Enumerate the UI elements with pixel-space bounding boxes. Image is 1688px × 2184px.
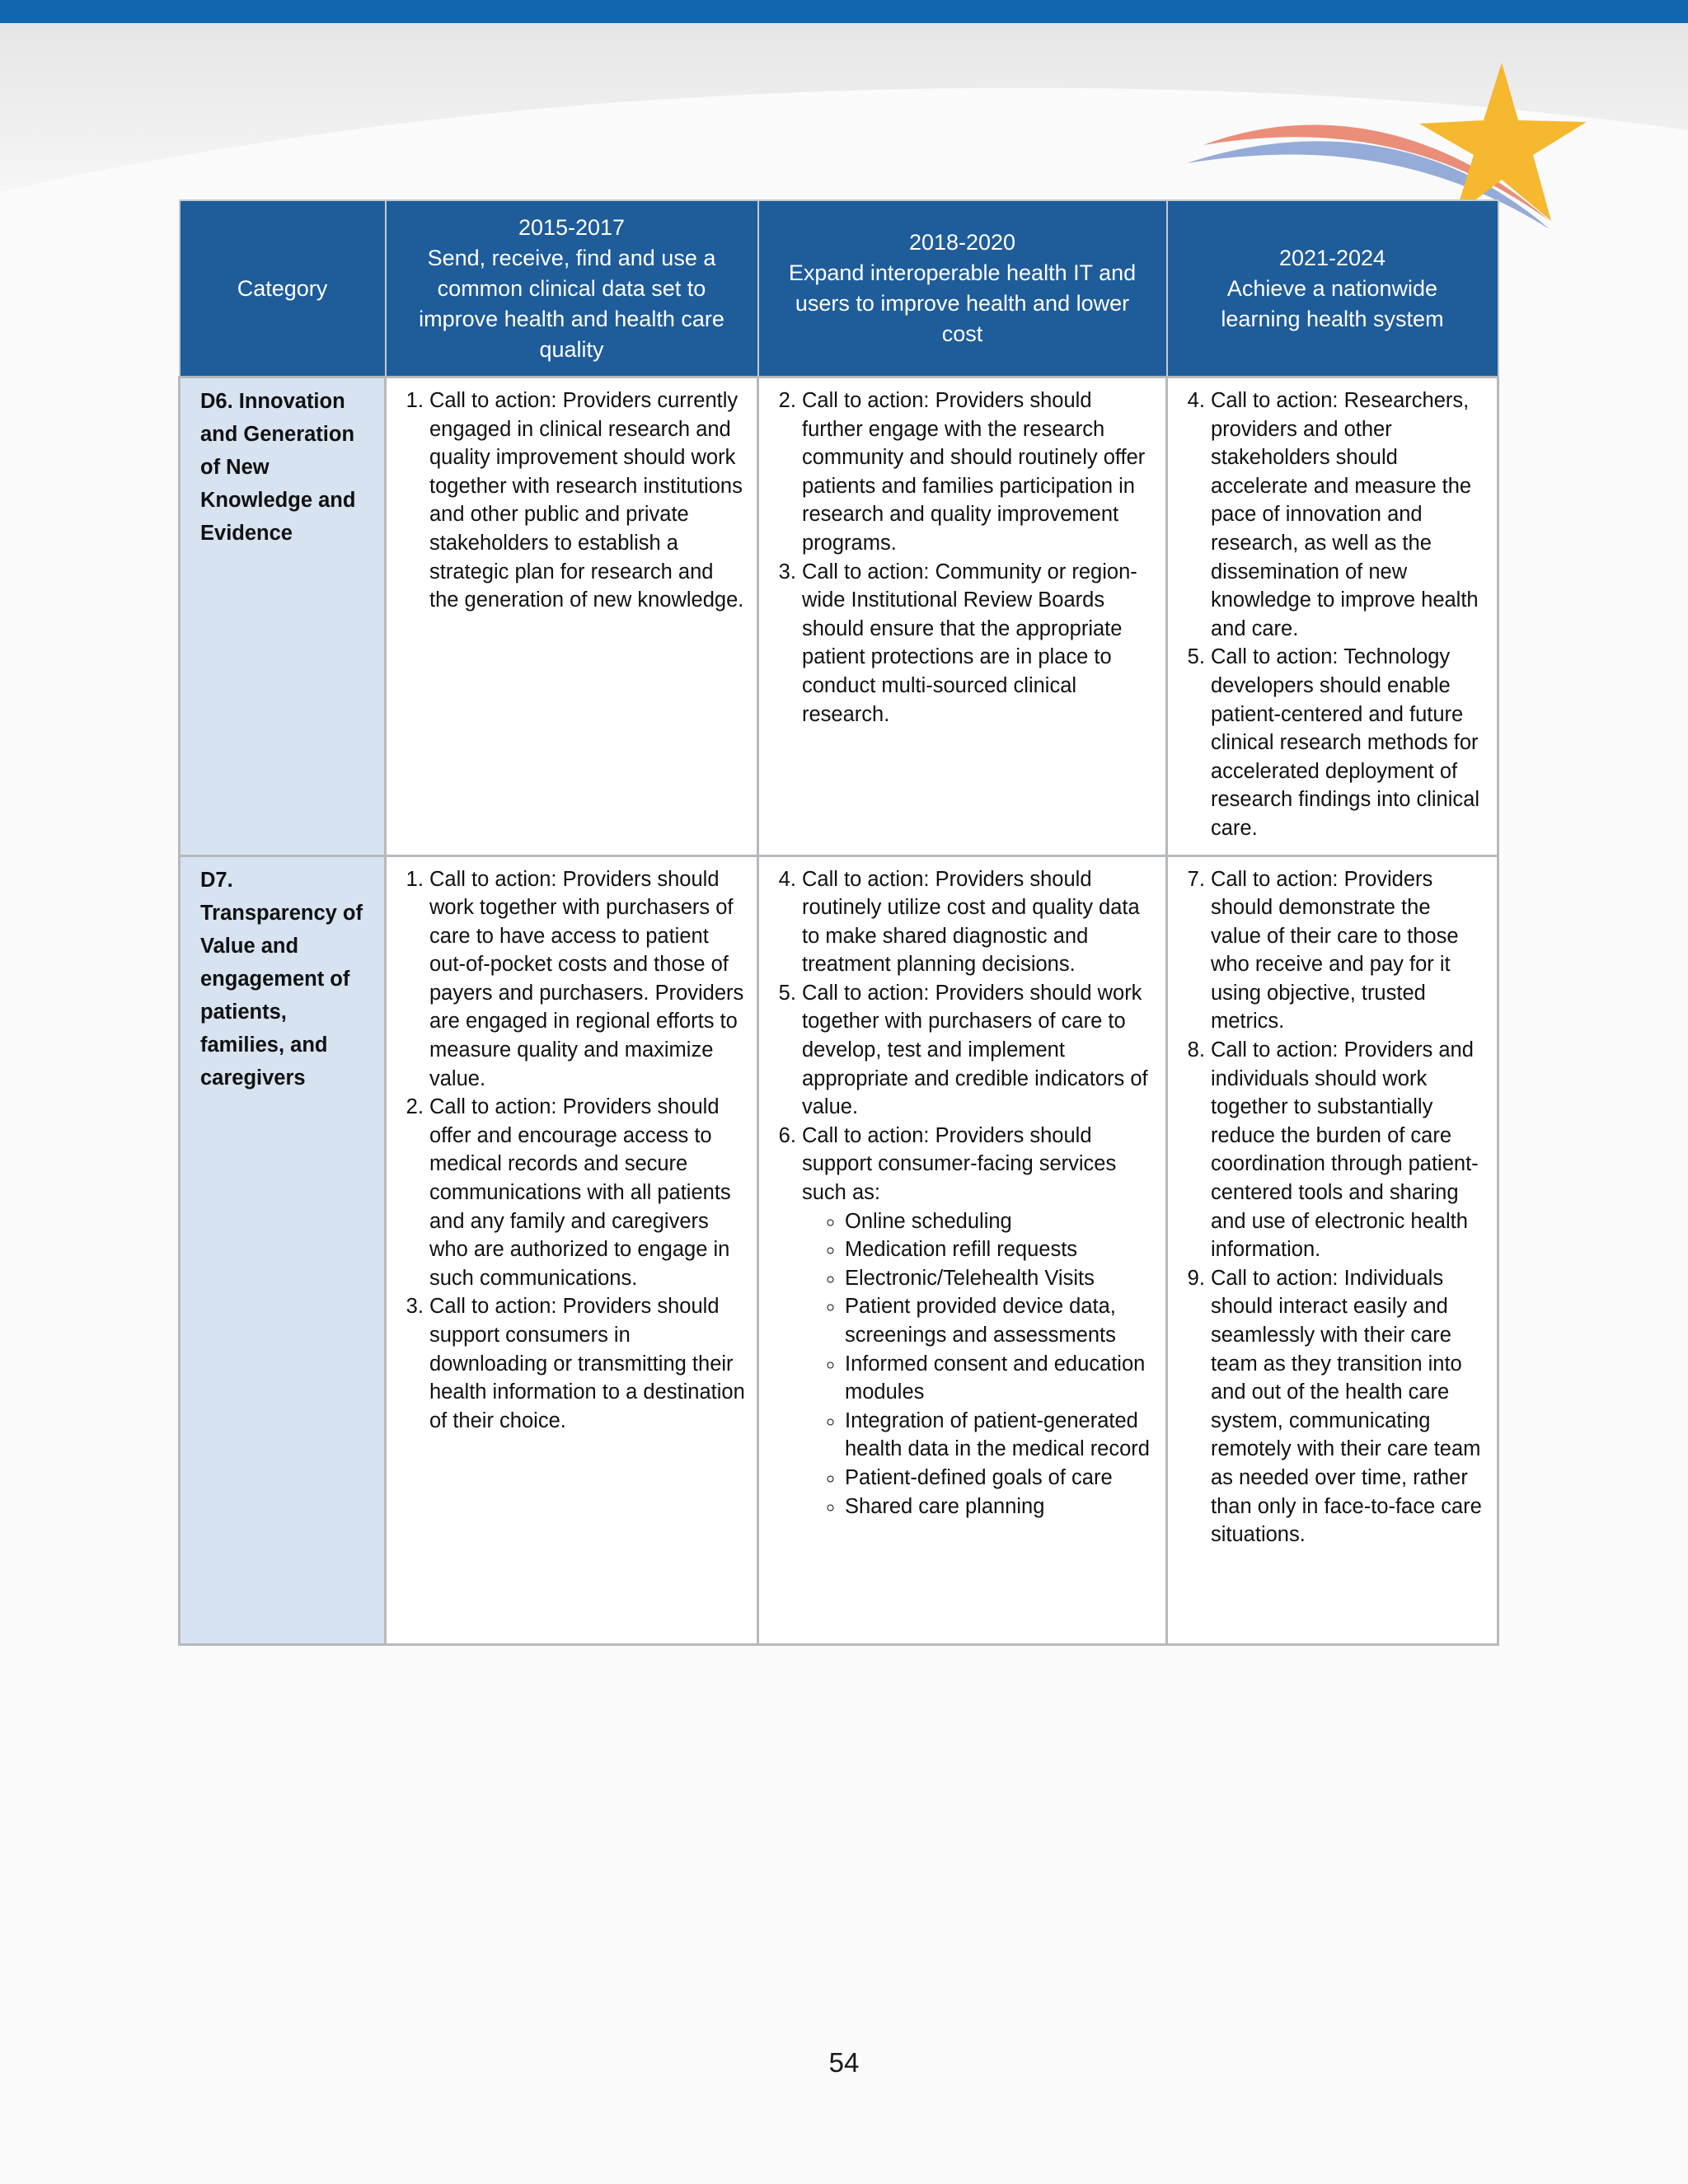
action-list bbox=[393, 865, 745, 1436]
action-item bbox=[802, 387, 1154, 558]
action-cell bbox=[1167, 855, 1498, 1644]
page-number: 54 bbox=[828, 2047, 860, 2078]
action-list bbox=[766, 865, 1154, 1521]
top-banner-bar bbox=[0, 0, 1688, 23]
table-row bbox=[180, 377, 1498, 856]
action-item bbox=[802, 1122, 1154, 1521]
header-title: 2015-2017 bbox=[518, 214, 626, 240]
action-item-text: Call to action: Providers should offer and encourage access to medical records and secure communications with all patients and any family and caregivers who are authorized to engage in such communications. bbox=[429, 1095, 731, 1290]
action-cell bbox=[386, 855, 758, 1644]
action-cell bbox=[386, 377, 758, 856]
service-item: ◦ Shared care planning bbox=[845, 1493, 1154, 1521]
table-header-row bbox=[180, 200, 1498, 377]
action-cell bbox=[758, 855, 1167, 1644]
header-title: Category bbox=[237, 275, 328, 301]
header-title: 2018-2020 bbox=[908, 230, 1016, 255]
service-item: ◦ Integration of patient-generated health data in the medical record bbox=[845, 1407, 1154, 1464]
action-item bbox=[429, 1292, 745, 1435]
header-description: Expand interoperable health IT and users to improve health and lower cost bbox=[788, 260, 1137, 346]
action-item-text: Call to action: Community or region-wide Institutional Review Boards should ensure that the appropriate patient protections are in place to conduct multi-sourced clinical research. bbox=[802, 560, 1137, 726]
action-item-text: Call to action: Providers should demonstrate the value of their care to those who receive and pay for it using objective, trusted metrics. bbox=[1211, 867, 1459, 1033]
header-period-2 bbox=[758, 200, 1167, 377]
action-item-text: Call to action: Providers should further engage with the research community and should routinely offer patients and families participation in research and quality improvement programs. bbox=[802, 389, 1146, 555]
header-title: 2021-2024 bbox=[1278, 245, 1386, 270]
action-item bbox=[802, 865, 1154, 979]
action-item-text: Call to action: Providers and individuals should work together to substantially reduce the burden of care coordination through patient-centered tools and sharing and use of electronic health information. bbox=[1211, 1038, 1479, 1262]
table-row bbox=[180, 855, 1498, 1644]
service-item: ◦ Medication refill requests bbox=[845, 1235, 1154, 1264]
action-cell bbox=[1167, 377, 1498, 856]
action-item-text: Call to action: Providers should support consumers in downloading or transmitting their health information to a destination of their choice. bbox=[429, 1295, 745, 1432]
service-sublist bbox=[802, 1207, 1154, 1521]
action-item bbox=[429, 865, 745, 1094]
header-description: Achieve a nationwide learning health system bbox=[1221, 275, 1444, 331]
table-body bbox=[180, 377, 1498, 1645]
action-item bbox=[1211, 865, 1485, 1037]
action-item bbox=[1211, 1036, 1485, 1264]
action-item-text: Call to action: Providers should work together with purchasers of care to develop, test and implement appropriate and credible indicators of value. bbox=[802, 981, 1148, 1119]
action-cell bbox=[758, 377, 1167, 856]
action-item bbox=[802, 979, 1154, 1122]
action-list bbox=[766, 387, 1154, 729]
action-item-text: Call to action: Providers should routinely utilize cost and quality data to make shared diagnostic and treatment planning decisions. bbox=[802, 867, 1140, 977]
action-item-text: Call to action: Individuals should interact easily and seamlessly with their care team as they transition into and out of the health care system, communicating remotely with their care team as needed over time, rather than only in face-to-face care situations. bbox=[1211, 1266, 1482, 1547]
header-period-1 bbox=[386, 200, 758, 377]
action-item bbox=[1211, 1264, 1485, 1549]
action-item-text: Call to action: Researchers, providers and other stakeholders should accelerate and measure the pace of innovation and research, as well as the dissemination of new knowledge to improve health and care. bbox=[1211, 389, 1479, 640]
action-item bbox=[429, 387, 745, 615]
category-cell: D6. Innovation and Generation of New Knowledge and Evidence bbox=[180, 377, 386, 856]
action-list bbox=[393, 387, 745, 615]
header-period-3 bbox=[1167, 200, 1498, 377]
roadmap-table bbox=[178, 199, 1499, 1646]
action-list bbox=[1175, 865, 1485, 1549]
service-item: ◦ Electronic/Telehealth Visits bbox=[845, 1264, 1154, 1293]
action-item bbox=[1211, 643, 1485, 842]
action-list bbox=[1175, 387, 1485, 843]
action-item-text: Call to action: Technology developers should enable patient-centered and future clinical research methods for accelerated deployment of research findings into clinical care. bbox=[1211, 645, 1479, 840]
category-cell: D7. Transparency of Value and engagement of patients, families, and caregivers bbox=[180, 855, 386, 1644]
service-item: ◦ Patient-defined goals of care bbox=[845, 1464, 1154, 1493]
header-description: Send, receive, find and use a common clinical data set to improve health and health care quality bbox=[419, 245, 724, 362]
action-item-text: Call to action: Providers should work together with purchasers of care to have access to patient out-of-pocket costs and those of payers and purchasers. Providers are engaged in regional efforts to measure quality and maximize value. bbox=[429, 867, 744, 1090]
action-item bbox=[429, 1093, 745, 1292]
header-category bbox=[180, 200, 386, 377]
action-item bbox=[1211, 387, 1485, 643]
service-item: ◦ Online scheduling bbox=[845, 1207, 1154, 1236]
action-item bbox=[802, 558, 1154, 729]
action-item-text: Call to action: Providers currently engaged in clinical research and quality improvement should work together with research institutions and other public and private stakeholders to establish a strategic plan for research and the generation of new knowledge. bbox=[429, 389, 744, 612]
service-item: ◦ Informed consent and education modules bbox=[845, 1350, 1154, 1407]
service-item: ◦ Patient provided device data, screenings and assessments bbox=[845, 1292, 1154, 1349]
action-item-text: Call to action: Providers should support consumer-facing services such as: bbox=[802, 1123, 1117, 1205]
